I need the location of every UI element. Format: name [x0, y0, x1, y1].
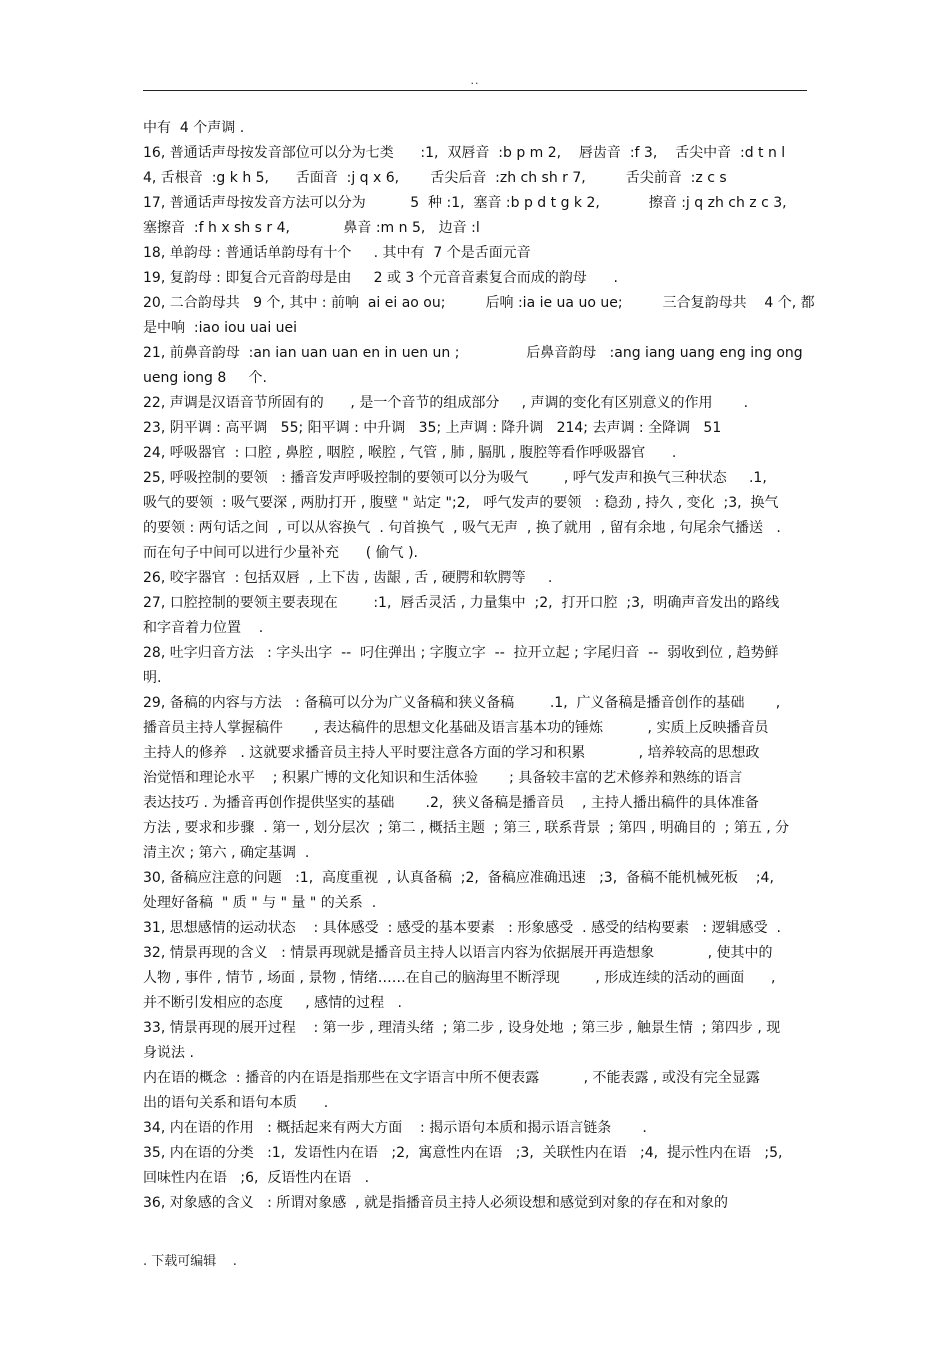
footer-text: . 下载可编辑 . — [143, 1254, 237, 1269]
text-line: 吸气的要领 : 吸气要深 , 两肋打开 , 腹壁 " 站定 ";2, 呼气发声的要领 : 稳劲 , 持久 , 变化 ;3, 换气 — [143, 495, 779, 511]
text-line: 中有 4 个声调 . — [143, 120, 245, 136]
text-line: 播音员主持人掌握稿件 , 表达稿件的思想文化基础及语言基本功的锤炼 , 实质上反映播音员 — [143, 720, 769, 736]
text-line: 22, 声调是汉语音节所固有的 , 是一个音节的组成部分 , 声调的变化有区别意义的作用 . — [143, 395, 749, 411]
text-line: 清主次 ; 第六 , 确定基调 . — [143, 845, 310, 861]
text-line: 24, 呼吸器官 : 口腔 , 鼻腔 , 咽腔 , 喉腔 , 气管 , 肺 , 膈肌 , 腹腔等看作呼吸器官 . — [143, 445, 677, 461]
text-line: 25, 呼吸控制的要领 : 播音发声呼吸控制的要领可以分为吸气 , 呼气发声和换气三种状态 .1, — [143, 470, 767, 486]
text-line: 30, 备稿应注意的问题 :1, 高度重视 , 认真备稿 ;2, 备稿应准确迅速 ;3, 备稿不能机械死板 ;4, — [143, 870, 774, 886]
text-line: 32, 情景再现的含义 : 情景再现就是播音员主持人以语言内容为依据展开再造想象 , 使其中的 — [143, 945, 773, 961]
text-line: 28, 吐字归音方法 : 字头出字 -- 叼住弹出 ; 字腹立字 -- 拉开立起 ; 字尾归音 -- 弱收到位 , 趋势鲜 — [143, 645, 779, 661]
text-line: 21, 前鼻音韵母 :an ian uan uan en in uen un ; 后鼻音韵母 :ang iang uang eng ing ong — [143, 345, 803, 361]
text-line: 18, 单韵母 : 普通话单韵母有十个 . 其中有 7 个是舌面元音 — [143, 245, 531, 261]
text-line: 回味性内在语 ;6, 反语性内在语 . — [143, 1170, 370, 1186]
text-line: 内在语的概念 : 播音的内在语是指那些在文字语言中所不便表露 , 不能表露 , 或没有完全显露 — [143, 1070, 760, 1086]
text-line: 是中响 :iao iou uai uei — [143, 320, 298, 336]
text-line: 29, 备稿的内容与方法 : 备稿可以分为广义备稿和狭义备稿 .1, 广义备稿是播音创作的基础 , — [143, 695, 781, 711]
text-line: 表达技巧 . 为播音再创作提供坚实的基础 .2, 狭义备稿是播音员 , 主持人播出稿件的具体准备 — [143, 795, 759, 811]
text-line: 23, 阴平调 : 高平调 55; 阳平调 : 中升调 35; 上声调 : 降升调 214; 去声调 : 全降调 51 — [143, 420, 722, 436]
text-line: 33, 情景再现的展开过程 : 第一步 , 理清头绪 ; 第二步 , 设身处地 ; 第三步 , 触景生情 ; 第四步 , 现 — [143, 1020, 781, 1036]
document-body — [143, 116, 815, 1216]
header-mark: .. — [470, 74, 480, 87]
text-line: 26, 咬字器官 : 包括双唇 , 上下齿 , 齿龈 , 舌 , 硬腭和软腭等 . — [143, 570, 553, 586]
text-line: 19, 复韵母 : 即复合元音韵母是由 2 或 3 个元音音素复合而成的韵母 . — [143, 270, 618, 286]
text-line: 31, 思想感情的运动状态 : 具体感受 : 感受的基本要素 : 形象感受 . 感受的结构要素 : 逻辑感受 . — [143, 920, 781, 936]
text-line: 人物 , 事件 , 情节 , 场面 , 景物 , 情绪……在自己的脑海里不断浮现 , 形成连续的活动的画面 , — [143, 970, 776, 986]
text-line: 的要领 : 两句话之间 , 可以从容换气 . 句首换气 , 吸气无声 , 换了就用 , 留有余地 , 句尾余气播送 . — [143, 520, 781, 536]
text-line: 出的语句关系和语句本质 . — [143, 1095, 329, 1111]
text-line: 35, 内在语的分类 :1, 发语性内在语 ;2, 寓意性内在语 ;3, 关联性内在语 ;4, 提示性内在语 ;5, — [143, 1145, 783, 1161]
text-line: 16, 普通话声母按发音部位可以分为七类 :1, 双唇音 :b p m 2, 唇齿音 :f 3, 舌尖中音 :d t n l — [143, 145, 786, 161]
text-line: 治觉悟和理论水平 ; 积累广博的文化知识和生活体验 ; 具备较丰富的艺术修养和熟练的语言 — [143, 770, 743, 786]
text-line: ueng iong 8 个. — [143, 370, 267, 386]
text-line: 并不断引发相应的态度 , 感情的过程 . — [143, 995, 402, 1011]
header-rule — [143, 90, 807, 91]
text-line: 17, 普通话声母按发音方法可以分为 5 种 :1, 塞音 :b p d t g k 2, 擦音 :j q zh ch z c 3, — [143, 195, 787, 211]
text-line: 主持人的修养 . 这就要求播音员主持人平时要注意各方面的学习和积累 , 培养较高的思想政 — [143, 745, 760, 761]
text-line: 明. — [143, 670, 162, 686]
text-line: 34, 内在语的作用 : 概括起来有两大方面 : 揭示语句本质和揭示语言链条 . — [143, 1120, 647, 1136]
text-line: 4, 舌根音 :g k h 5, 舌面音 :j q x 6, 舌尖后音 :zh ch sh r 7, 舌尖前音 :z c s — [143, 170, 727, 186]
text-line: 36, 对象感的含义 : 所谓对象感 , 就是指播音员主持人必须设想和感觉到对象的存在和对象的 — [143, 1195, 729, 1211]
text-line: 塞擦音 :f h x sh s r 4, 鼻音 :m n 5, 边音 :l — [143, 220, 480, 236]
text-line: 方法 , 要求和步骤 . 第一 , 划分层次 ; 第二 , 概括主题 ; 第三 , 联系背景 ; 第四 , 明确目的 ; 第五 , 分 — [143, 820, 790, 836]
text-line: 27, 口腔控制的要领主要表现在 :1, 唇舌灵活 , 力量集中 ;2, 打开口腔 ;3, 明确声音发出的路线 — [143, 595, 780, 611]
text-line: 而在句子中间可以进行少量补充 ( 偷气 ). — [143, 545, 418, 561]
text-line: 身说法 . — [143, 1045, 194, 1061]
text-line: 20, 二合韵母共 9 个, 其中 : 前响 ai ei ao ou; 后响 :ia ie ua uo ue; 三合复韵母共 4 个, 都 — [143, 295, 815, 311]
text-line: 处理好备稿 " 质 " 与 " 量 " 的关系 . — [143, 895, 377, 911]
text-line: 和字音着力位置 . — [143, 620, 264, 636]
